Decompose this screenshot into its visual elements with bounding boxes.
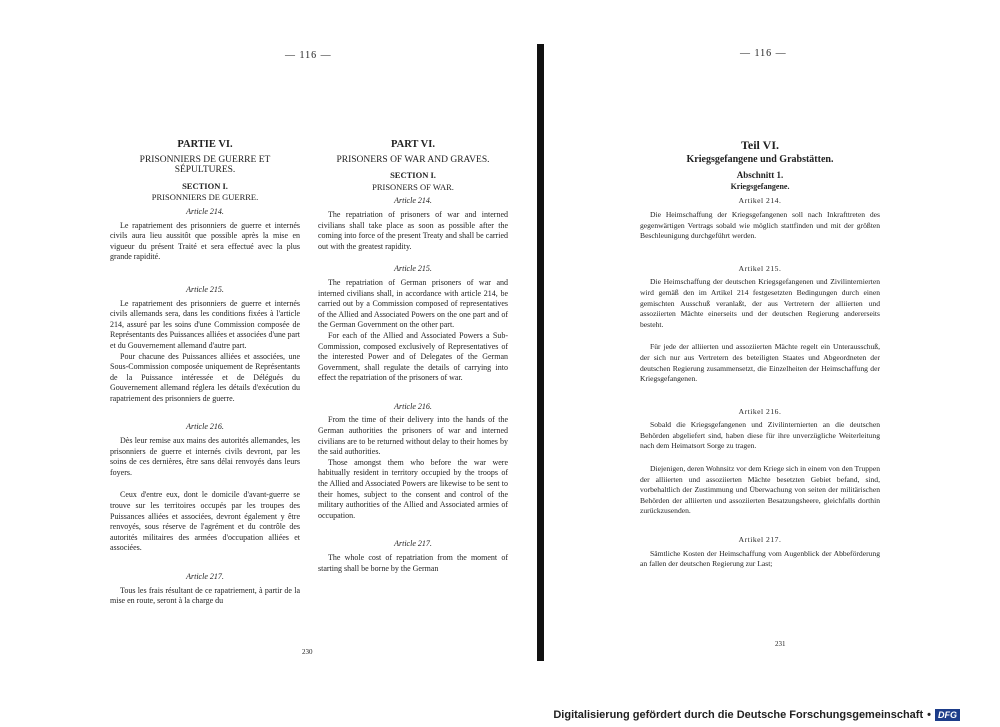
article-214-text: Die Heimschaffung der Kriegsgefangenen soll nach Inkrafttreten des gegenwärtigen Vertrags sobald wie möglich stattfinden und mit der größten Beschleunigung durchgeführt werden.: [640, 209, 880, 241]
article-216-text: Dès leur remise aux mains des autorités allemandes, les prisonniers de guerre et internés civils devront, par les soins de ces dernières, être sans délai renvoyés dans leurs foyers.: [110, 436, 300, 477]
article-216-text-2: Those amongst them who before the war were habitually resident in territory occupied by the troops of the Allied and Associated Powers are likewise to be sent to their homes, subject to the consent and control of the military authorities of the Allied and Associated armies of occupation.: [318, 457, 508, 520]
article-216-text-2: Ceux d'entre eux, dont le domicile d'avant-guerre se trouve sur les territoires occupés par les troupes des Puissances alliées et associées, devront également y être renvoyés, sous réserve de l'agrément et du contrôle des autorités militaires des armées d'occupation alliées et associées.: [110, 490, 300, 553]
article-216-text: Sobald die Kriegsgefangenen und Zivilinternierten an die deutschen Behörden abgeliefert sind, haben diese für ihre unverzügliche Weiterleitung nach dem Heimatsort Sorge zu tragen.: [640, 420, 880, 451]
article-215-heading: Article 215.: [394, 264, 432, 274]
footer-page-number: 230: [302, 648, 313, 656]
article-215-heading: Article 215.: [186, 284, 224, 294]
article-214-text: Le rapatriement des prisonniers de guerre et internés civils aura lieu aussitôt que possible après la mise en vigueur du présent Traité et sera effectué avec la plus grande rapidité.: [110, 220, 300, 262]
article-215-text: Die Heimschaffung der deutschen Kriegsgefangenen und Zivilinternierten wird gemäß den im Artikel 214 festgesetzten Bedingungen durch einen gemischten Ausschuß veranlaßt, der aus Vertretern der alliierten und assoziierten Mächte einerseits und der deutschen Regierung andererseits besteht.: [640, 277, 880, 329]
article-215-text: Le rapatriement des prisonniers de guerre et internés civils allemands sera, dans les conditions fixées à l'article 214, assuré par les soins d'une Commission composée de Représentants des Puissances alliées et associées d'une part et du Gouvernement allemand d'autre part.: [110, 298, 300, 350]
article-217-heading: Article 217.: [394, 539, 432, 549]
article-217-text: Sämtliche Kosten der Heimschaffung vom Augenblick der Abbeförderung an fallen der deutschen Regierung zur Last;: [640, 548, 880, 569]
section-title: SECTION I.: [182, 180, 228, 191]
article-215-text-2: For each of the Allied and Associated Powers a Sub-Commission, composed exclusively of Representatives of the interested Power and of Delegates of the German Government, shall regulate the details of carrying into effect the repatriation of the prisoners of war.: [318, 330, 508, 383]
page-number: — 116 —: [740, 48, 787, 59]
article-216-text-2: Diejenigen, deren Wohnsitz vor dem Kriege sich in einem von den Truppen der alliierten und assoziierten Mächte besetzten Gebiet befand, sind, vorbehaltlich der Zustimmung und Überwachung von seiten der militärischen Behörden der alliierten und assoziierten Besatzungsheere, gleichfalls dorthin zurückzusenden.: [640, 464, 880, 516]
article-215-text-2: Pour chacune des Puissances alliées et associées, une Sous-Commission composée uniquement de Représentants de la Puissance intéressée et de Délégués du Gouvernement allemand réglera les détails d'exécution du rapatriement des prisonniers de guerre.: [110, 351, 300, 403]
article-217-text: The whole cost of repatriation from the moment of starting shall be borne by the German: [318, 553, 508, 573]
section-subtitle: PRISONNIERS DE GUERRE.: [151, 192, 259, 203]
article-215-text-2: Für jede der alliierten und assoziierten Mächte regelt ein Unterausschuß, der sich nur aus Vertretern des beteiligten Staates und Abgeordneten der deutschen Regierung zusammensetzt, die Einzelheiten der Heimschaffung der Kriegsgefangenen.: [640, 342, 880, 384]
part-title: PART VI.: [391, 139, 435, 150]
page-number: — 116 —: [285, 50, 332, 61]
footer-page-number: 231: [775, 640, 786, 648]
article-214-heading: Article 214.: [186, 206, 224, 216]
part-subtitle: Kriegsgefangene und Grabstätten.: [686, 153, 834, 165]
section-title: SECTION I.: [390, 170, 436, 181]
article-215-text: The repatriation of German prisoners of war and interned civilians shall, in accordance with article 214, be carried out by a Commission composed of representatives of the Allied and Associated Powers on the one part and of the German Government on the other part.: [318, 277, 508, 330]
section-subtitle: PRISONERS OF WAR.: [372, 181, 454, 192]
dfg-credit: [553, 709, 960, 721]
article-214-text: The repatriation of prisoners of war and interned civilians shall take place as soon as possible after the coming into force of the present Treaty and shall be carried out with the greatest rapidity.: [318, 209, 508, 251]
page-divider: [537, 44, 544, 661]
article-216-heading: Article 216.: [394, 401, 432, 411]
german-column: [640, 140, 880, 570]
part-subtitle: PRISONNIERS DE GUERRE ET SÉPULTURES.: [139, 154, 271, 176]
english-column: [318, 140, 508, 574]
credit-text: Digitalisierung gefördert durch die Deutsche Forschungsgemeinschaft: [553, 709, 924, 721]
article-216-heading: Artikel 216.: [738, 406, 782, 416]
section-title: Abschnitt 1.: [736, 170, 784, 181]
french-column: [110, 140, 300, 607]
article-216-text: From the time of their delivery into the hands of the German authorities the prisoners of war and interned civilians are to be returned without delay to their homes by the said authorities.: [318, 415, 508, 457]
article-217-text: Tous les frais résultant de ce rapatriement, à partir de la mise en route, seront à la charge du: [110, 585, 300, 606]
left-page: [95, 40, 515, 665]
article-216-heading: Article 216.: [186, 422, 224, 432]
section-subtitle: Kriegsgefangene.: [730, 181, 790, 191]
right-page: [640, 40, 880, 665]
dfg-logo-icon: DFG: [935, 709, 960, 721]
article-217-heading: Article 217.: [186, 572, 224, 581]
part-title: Teil VI.: [740, 138, 779, 152]
part-subtitle: PRISONERS OF WAR AND GRAVES.: [336, 154, 490, 165]
credit-separator: •: [927, 709, 931, 721]
article-214-heading: Article 214.: [394, 196, 432, 206]
part-title: PARTIE VI.: [177, 139, 233, 150]
article-217-heading: Artikel 217.: [738, 535, 782, 545]
article-215-heading: Artikel 215.: [738, 263, 782, 273]
article-214-heading: Artikel 214.: [738, 196, 782, 206]
